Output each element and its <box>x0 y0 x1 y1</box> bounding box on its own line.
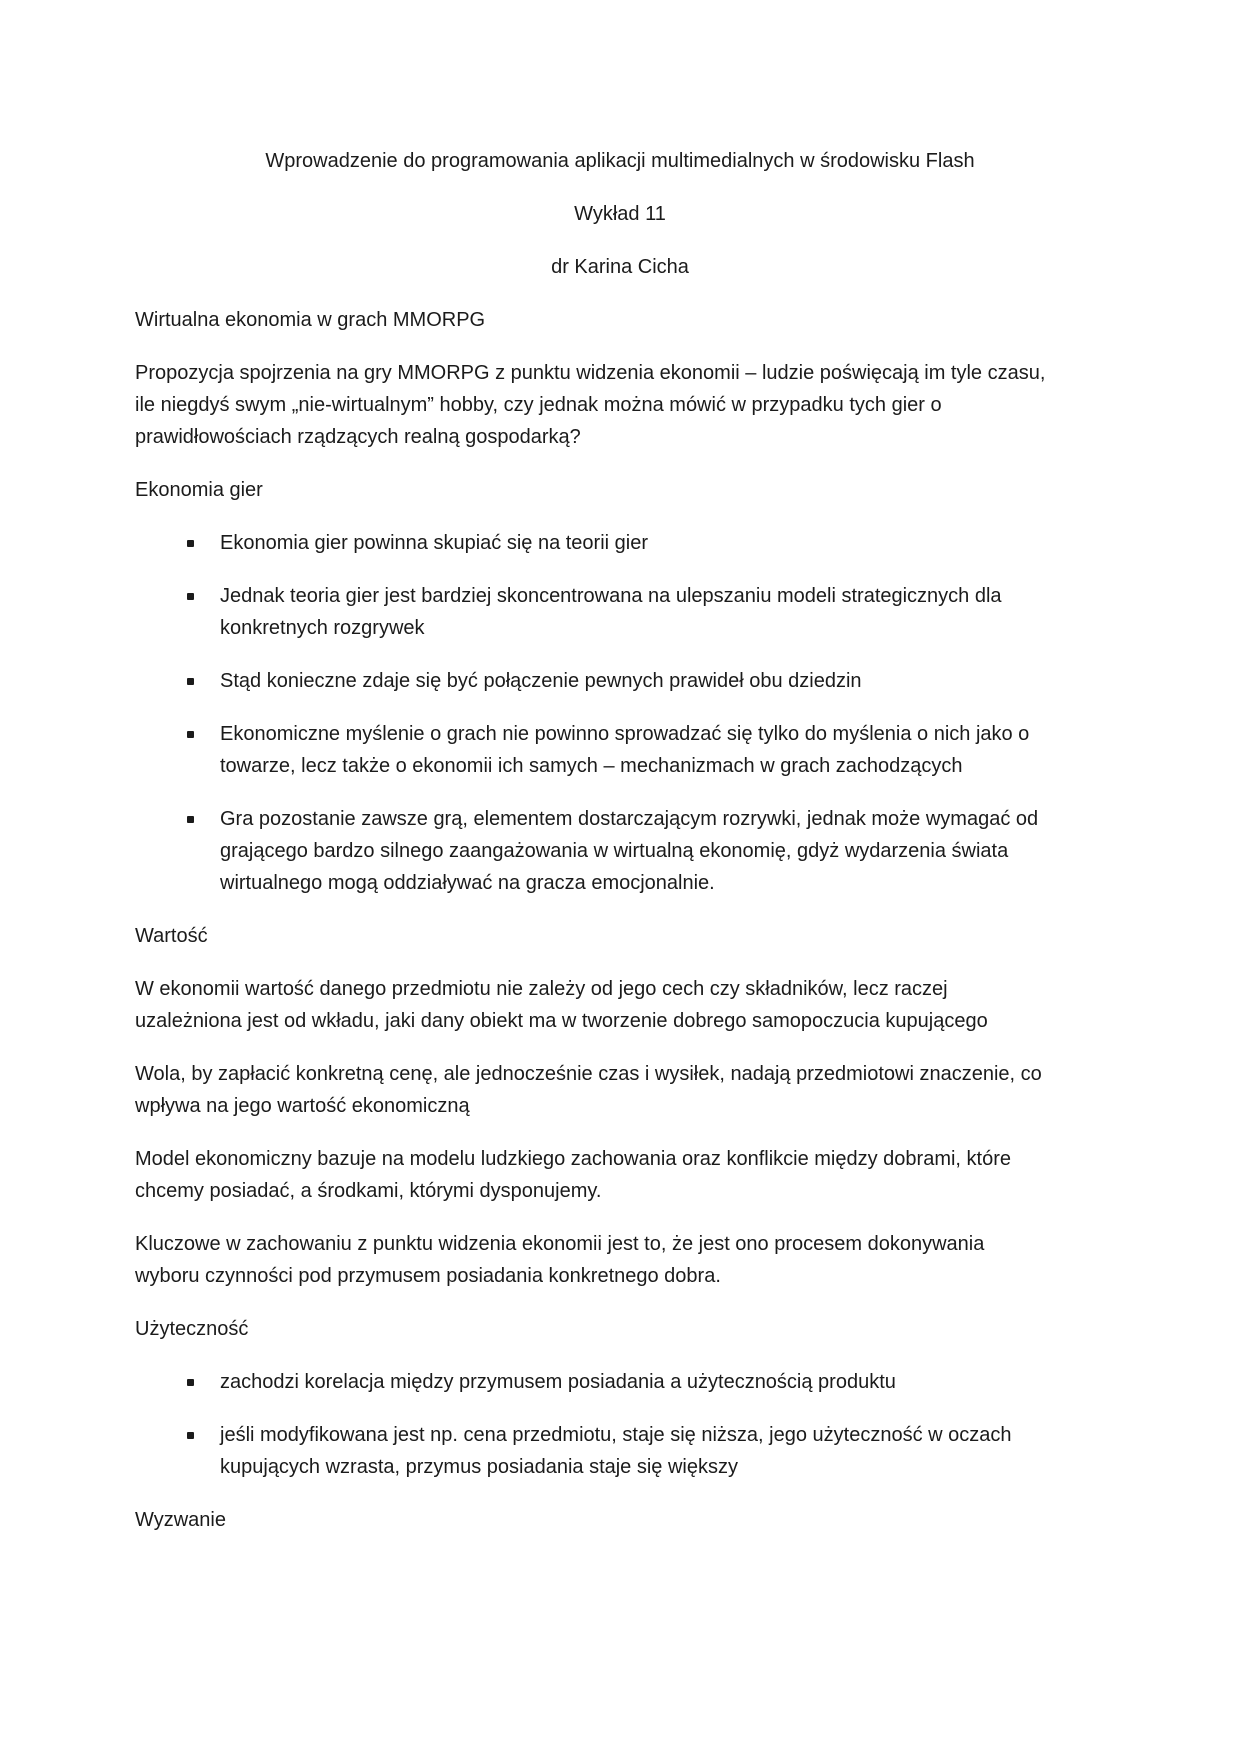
document-title <box>135 145 1105 177</box>
paragraph <box>135 1143 1105 1207</box>
section-heading <box>135 920 1105 952</box>
bullet-icon <box>187 593 194 600</box>
text-line: uzależniona jest od wkładu, jaki dany obiekt ma w tworzenie dobrego samopoczucia kupującego <box>135 1010 988 1032</box>
text-line: Propozycja spojrzenia na gry MMORPG z punktu widzenia ekonomii – ludzie poświęcają im tyle czasu, <box>135 362 1046 384</box>
bullet-icon <box>187 1432 194 1439</box>
section-heading <box>135 1504 1105 1536</box>
text-line: Wyzwanie <box>135 1509 226 1531</box>
text-line: Ekonomia gier powinna skupiać się na teorii gier <box>220 532 649 554</box>
text-line: Kluczowe w zachowaniu z punktu widzenia ekonomii jest to, że jest ono procesem dokonywania <box>135 1233 985 1255</box>
bullet-icon <box>187 540 194 547</box>
section-heading <box>135 304 1105 336</box>
text-line: ile niegdyś swym „nie-wirtualnym” hobby, czy jednak można mówić w przypadku tych gier o <box>135 394 942 416</box>
text-line: wirtualnego mogą oddziaływać na gracza emocjonalnie. <box>220 872 715 894</box>
paragraph <box>135 1058 1105 1122</box>
bullet-icon <box>187 816 194 823</box>
paragraph <box>135 973 1105 1037</box>
text-line: Wykład 11 <box>574 203 666 225</box>
text-line: Gra pozostanie zawsze grą, elementem dostarczającym rozrywki, jednak może wymagać od <box>220 808 1039 830</box>
text-line: prawidłowościach rządzących realną gospodarką? <box>135 426 581 448</box>
bullet-item <box>135 1419 1105 1483</box>
author-line <box>135 251 1105 283</box>
section-heading <box>135 1313 1105 1345</box>
text-line: towarze, lecz także o ekonomii ich samych – mechanizmach w grach zachodzących <box>220 755 963 777</box>
paragraph <box>135 1228 1105 1292</box>
bullet-item <box>135 1366 1105 1398</box>
bullet-icon <box>187 678 194 685</box>
text-line: Wartość <box>135 925 208 947</box>
text-line: Jednak teoria gier jest bardziej skoncentrowana na ulepszaniu modeli strategicznych dla <box>220 585 1002 607</box>
text-line: W ekonomii wartość danego przedmiotu nie zależy od jego cech czy składników, lecz raczej <box>135 978 948 1000</box>
bullet-icon <box>187 731 194 738</box>
bullet-item <box>135 718 1105 782</box>
text-line: Użyteczność <box>135 1318 249 1340</box>
text-line: dr Karina Cicha <box>551 256 689 278</box>
bullet-item <box>135 527 1105 559</box>
text-line: Wola, by zapłacić konkretną cenę, ale jednocześnie czas i wysiłek, nadają przedmiotowi znaczenie, co <box>135 1063 1042 1085</box>
text-line: grającego bardzo silnego zaangażowania w wirtualną ekonomię, gdyż wydarzenia świata <box>220 840 1009 862</box>
text-line: Wprowadzenie do programowania aplikacji multimedialnych w środowisku Flash <box>265 150 975 172</box>
bullet-item <box>135 803 1105 899</box>
text-line: konkretnych rozgrywek <box>220 617 425 639</box>
text-line: jeśli modyfikowana jest np. cena przedmiotu, staje się niższa, jego użyteczność w oczach <box>220 1424 1012 1446</box>
text-line: Ekonomia gier <box>135 479 263 501</box>
text-line: zachodzi korelacja między przymusem posiadania a użytecznością produktu <box>220 1371 896 1393</box>
text-line: Model ekonomiczny bazuje na modelu ludzkiego zachowania oraz konflikcie między dobrami, które <box>135 1148 1012 1170</box>
bullet-item <box>135 665 1105 697</box>
bullet-icon <box>187 1379 194 1386</box>
text-line: Stąd konieczne zdaje się być połączenie pewnych prawideł obu dziedzin <box>220 670 862 692</box>
text-line: wpływa na jego wartość ekonomiczną <box>135 1095 470 1117</box>
bullet-item <box>135 580 1105 644</box>
lecture-number <box>135 198 1105 230</box>
text-line: wyboru czynności pod przymusem posiadania konkretnego dobra. <box>135 1265 721 1287</box>
section-heading <box>135 474 1105 506</box>
text-line: chcemy posiadać, a środkami, którymi dysponujemy. <box>135 1180 602 1202</box>
paragraph <box>135 357 1105 453</box>
text-line: Ekonomiczne myślenie o grach nie powinno sprowadzać się tylko do myślenia o nich jako o <box>220 723 1030 745</box>
text-line: Wirtualna ekonomia w grach MMORPG <box>135 309 486 331</box>
text-line: kupujących wzrasta, przymus posiadania staje się większy <box>220 1456 738 1478</box>
